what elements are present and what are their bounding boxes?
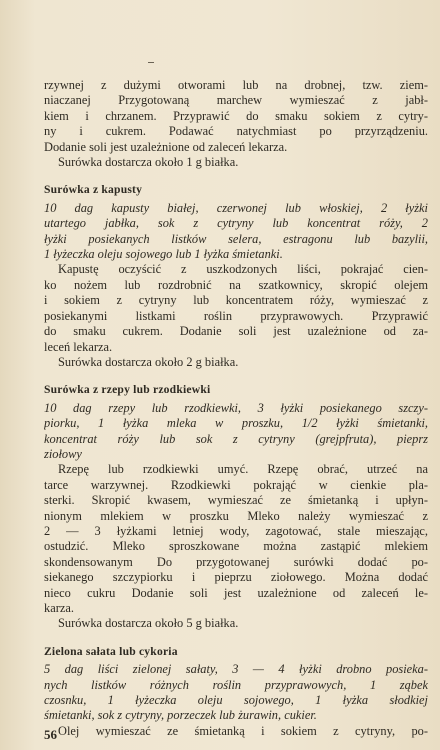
method-line: 2 — 3 łyżkami letniej wody, zagotować, stale mieszając, — [44, 523, 428, 538]
method-line: nionym mlekiem w proszku Mleko należy wymieszać z — [44, 508, 428, 523]
method-line: Olej wymieszać ze śmietanką i sokiem z cytryny, po- — [58, 723, 428, 738]
protein-note: Surówka dostarcza około 2 g białka. — [58, 354, 239, 369]
method-line: karza. — [44, 601, 74, 615]
text-line: niaczanej Przygotowaną marchew wymieszać z jabł- — [44, 93, 428, 108]
method-line: posiekanymi listkami roślin przyprawowych. Przyprawić — [44, 308, 428, 323]
ingredient-line: 10 dag rzepy lub rzodkiewki, 3 łyżki posiekanego szczy- — [44, 400, 428, 415]
page-text — [44, 78, 428, 739]
recipe-title: Surówka z rzepy lub rzodkiewki — [44, 383, 211, 397]
text-line: rzywnej z dużymi otworami lub na drobnej, tzw. ziem- — [44, 78, 428, 92]
method-line: tarce warzywnej. Rzodkiewki pokrająć w cienkie pla- — [44, 477, 428, 492]
ingredient-line: utartego jabłka, sok z cytryny lub koncentrat róży, 2 — [44, 216, 428, 231]
method-line: ko nożem lub rozdrobnić na szatkownicy, skropić olejem — [44, 277, 428, 292]
ingredient-line: koncentrat róży lub sok z cytryny (grejpfruta), pieprz — [44, 431, 428, 446]
text-line: ny i cukrem. Podawać natychmiast po przyrządzeniu. — [44, 124, 428, 139]
page-number: 56 — [44, 727, 57, 742]
method-line: leceń lekarza. — [44, 339, 113, 354]
ingredient-line: nych listków różnych roślin przyprawowych, 1 ząbek — [44, 677, 428, 692]
ingredient-line: 5 dag liści zielonej sałaty, 3 — 4 łyżki drobno posieka- — [44, 662, 428, 677]
ingredient-line: 1 łyżeczka oleju sojowego lub 1 łyżka śmietanki. — [44, 247, 283, 262]
method-line: skondensowanym Do przygotowanej surówki dodać po- — [44, 554, 428, 569]
recipe-title: Surówka z kapusty — [44, 183, 143, 197]
method-line: ostudzić. Mleko sproszkowane można zastąpić mlekiem — [44, 539, 428, 554]
ingredient-line: ziołowy — [44, 446, 82, 461]
ingredient-line: czosnku, 1 łyżeczka oleju sojowego, 1 łyżka słodkiej — [44, 693, 428, 708]
protein-note: Surówka dostarcza około 5 g białka. — [58, 616, 239, 631]
method-line: siekanego szczypiorku i pieprzu ziołowego. Można dodać — [44, 570, 428, 585]
protein-note: Surówka dostarcza około 1 g białka. — [58, 155, 239, 170]
method-line: Rzepę lub rzodkiewki umyć. Rzepę obrać, utrzeć na — [58, 462, 428, 477]
text-line: kiem i chrzanem. Przyprawić do smaku sokiem z cytry- — [44, 108, 428, 123]
method-line: i sokiem z cytryny lub koncentratem róży, wymieszać z — [44, 293, 428, 308]
method-line: Kapustę oczyścić z uszkodzonych liści, pokrajać cien- — [58, 262, 428, 277]
ingredient-line: śmietanki, sok z cytryny, porzeczek lub żurawin, cukier. — [44, 708, 317, 723]
print-mark — [148, 62, 154, 63]
method-line: nieco cukru Dodanie soli jest uzależnione od zaleceń le- — [44, 585, 428, 600]
method-line: do smaku cukrem. Dodanie soli jest uzależnione od za- — [44, 324, 428, 339]
ingredient-line: 10 dag kapusty białej, czerwonej lub włoskiej, 2 łyżki — [44, 200, 428, 215]
text-line: Dodanie soli jest uzależnione od zaleceń lekarza. — [44, 139, 288, 154]
ingredient-line: piorku, 1 łyżka mleka w proszku, 1/2 łyżki śmietanki, — [44, 416, 428, 431]
ingredient-line: łyżki posiekanych listków selera, estragonu lub bazylii, — [44, 231, 428, 246]
method-line: sterki. Skropić kwasem, wymieszać ze śmietanką i upłyn- — [44, 493, 428, 508]
recipe-title: Zielona sałata lub cykoria — [44, 644, 178, 658]
